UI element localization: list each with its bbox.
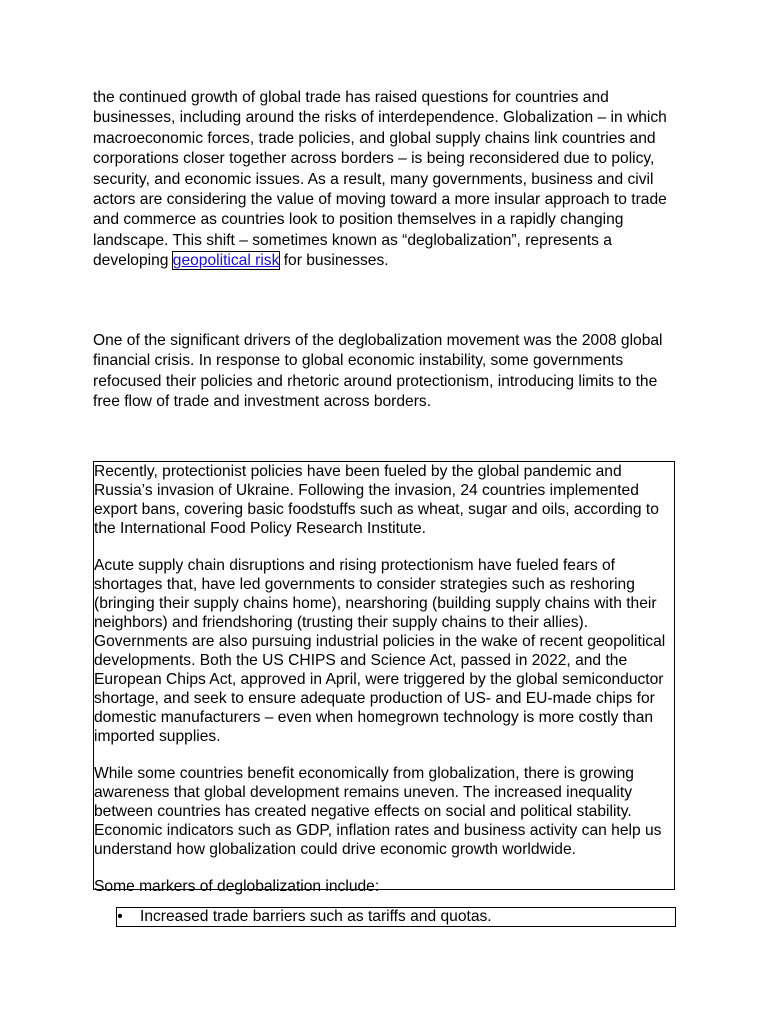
recent-protectionism-paragraph: Recently, protectionist policies have been fueled by the global pandemic and Russia’s invasion of Ukraine. Following the invasion, 24 countries implemented export bans, covering basic foodstuffs such as wheat, sugar and oils, according to the International Food Policy Research Institute. [94,463,659,537]
bullet-icon: • [117,908,123,925]
protectionism-text-box [93,461,675,895]
intro-text-before-link: the continued growth of global trade has raised questions for countries and businesses, including around the risks of interdependence. Globalization – in which macroeconomic forces, trade policies, and global supply chains link countries and corporations closer together across borders – is being reconsidered due to policy, security, and economic issues. As a result, many governments, business and civil actors are considering the value of moving toward a more insular approach to trade and commerce as countries look to position themselves in a rapidly changing landscape. This shift – sometimes known as “deglobalization”, represents a developing [93,89,667,270]
geopolitical-risk-link[interactable]: geopolitical risk [172,252,280,270]
intro-paragraph [93,88,678,272]
uneven-development-paragraph: While some countries benefit economically from globalization, there is growing awareness that global development remains uneven. The increased inequality between countries has created negative effects on social and political stability. Economic indicators such as GDP, inflation rates and business activity can help us understand how globalization could drive economic growth worldwide. [94,765,662,858]
supply-chain-paragraph: Acute supply chain disruptions and rising protectionism have fueled fears of shortages that, have led governments to consider strategies such as reshoring (bringing their supply chains home), nearshoring (building supply chains with their neighbors) and friendshoring (trusting their supply chains to their allies). Governments are also pursuing industrial policies in the wake of recent geopolitical developments. Both the US CHIPS and Science Act, passed in 2022, and the European Chips Act, approved in April, were triggered by the global semiconductor shortage, and seek to ensure adequate production of US- and EU-made chips for domestic manufacturers – even when homegrown technology is more costly than imported supplies. [94,557,666,745]
markers-intro-paragraph: Some markers of deglobalization include: [94,878,380,895]
list-item [116,907,676,927]
bullet-text: Increased trade barriers such as tariffs and quotas. [140,908,492,925]
intro-text-after-link: for businesses. [279,252,389,270]
drivers-paragraph: One of the significant drivers of the deglobalization movement was the 2008 global financial crisis. In response to global economic instability, some governments refocused their policies and rhetoric around protectionism, introducing limits to the free flow of trade and investment across borders. [93,332,663,411]
